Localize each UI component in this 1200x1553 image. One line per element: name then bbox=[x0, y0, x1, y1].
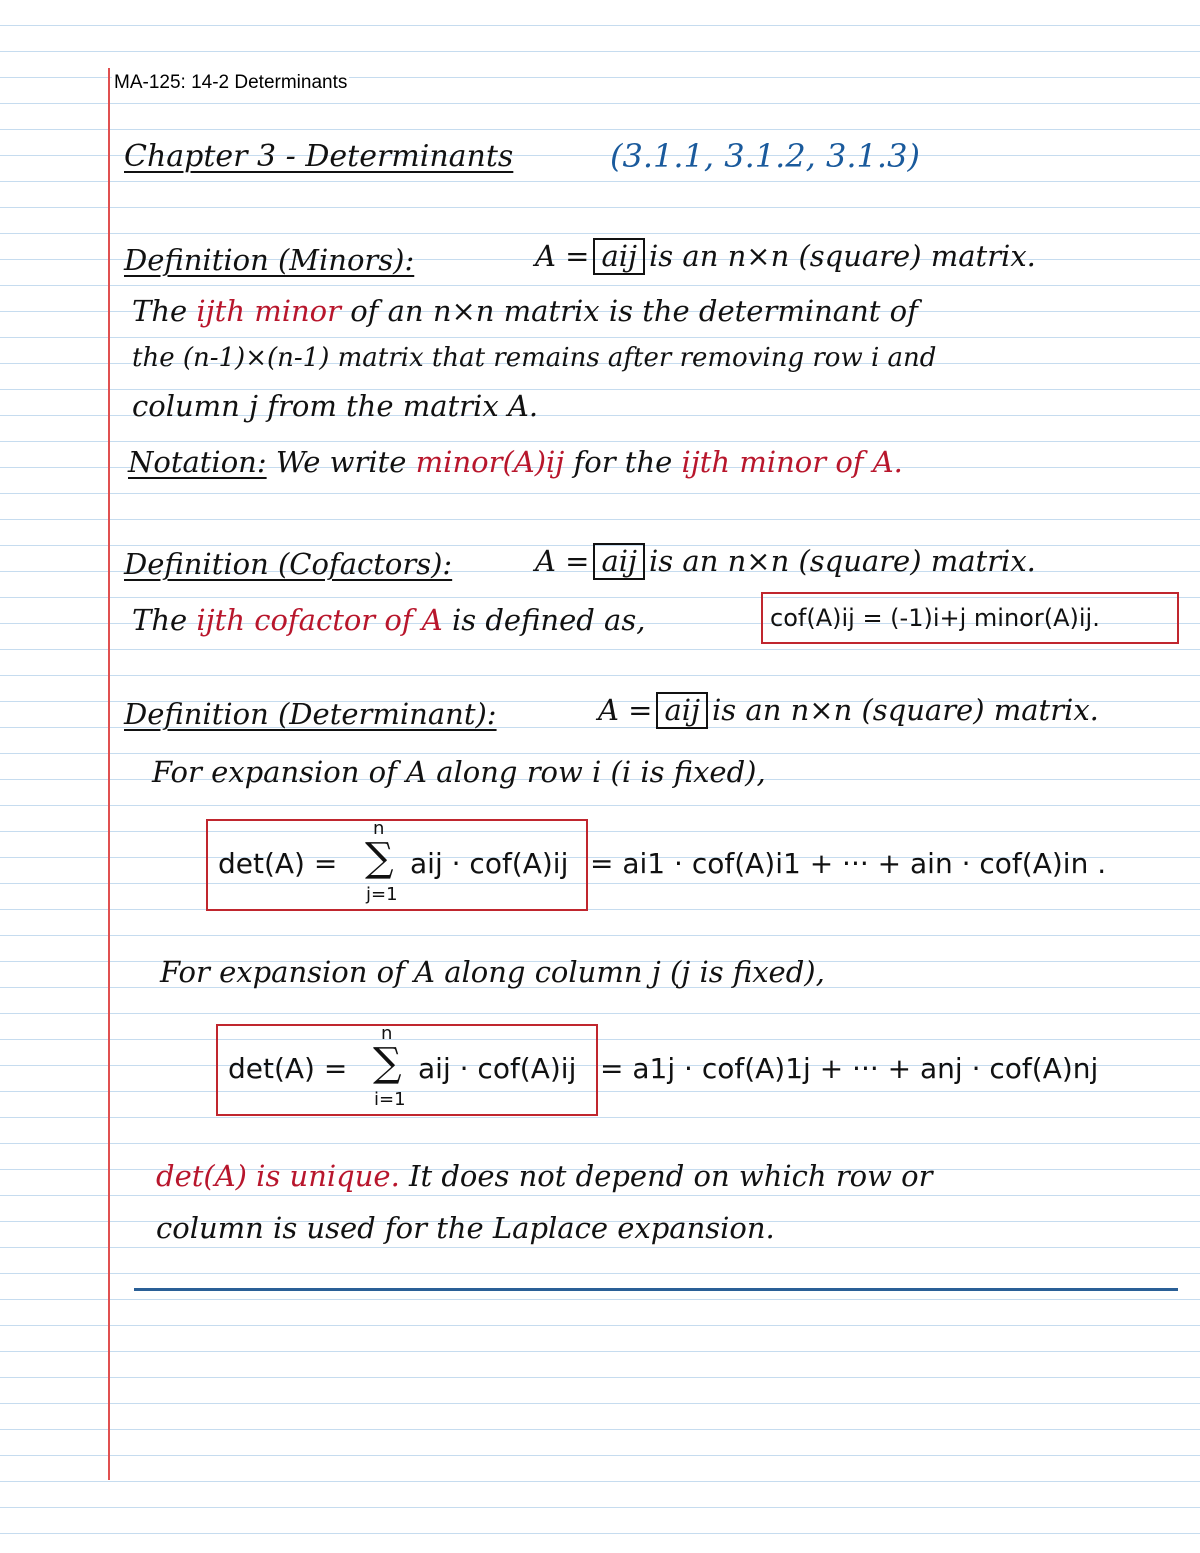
uniqueness-note-text: It does not depend on which row or bbox=[409, 1159, 933, 1193]
column-sum-symbol: ∑ bbox=[373, 1040, 402, 1086]
uniqueness-note-red: det(A) is unique. bbox=[156, 1159, 400, 1193]
minors-line3: column j from the matrix A. bbox=[132, 389, 539, 423]
chapter-sections: (3.1.1, 3.1.2, 3.1.3) bbox=[610, 137, 920, 175]
row-expansion-term: aij · cof(A)ij bbox=[410, 847, 569, 880]
cofactors-matrix-tail: is an n×n (square) matrix. bbox=[649, 544, 1036, 578]
minors-matrix-tail: is an n×n (square) matrix. bbox=[649, 239, 1036, 273]
cofactors-matrix-def bbox=[535, 543, 1036, 580]
minors-matrix-elem: aij bbox=[601, 239, 638, 273]
minors-matrix-a: A = bbox=[535, 239, 590, 273]
column-expansion-intro: For expansion of A along column j (j is fixed), bbox=[160, 955, 825, 989]
chapter-title: Chapter 3 - Determinants bbox=[124, 139, 514, 174]
minors-line1-pre: The bbox=[132, 294, 188, 328]
determinant-matrix-a: A = bbox=[598, 693, 653, 727]
cofactors-line1 bbox=[132, 603, 646, 637]
notation-line bbox=[128, 445, 903, 479]
determinant-heading: Definition (Determinant): bbox=[124, 697, 497, 731]
notation-red-tail: ijth minor of A. bbox=[681, 445, 903, 479]
notation-label: Notation: bbox=[128, 445, 267, 479]
uniqueness-note-line2: column is used for the Laplace expansion. bbox=[156, 1211, 775, 1245]
column-expansion-term: aij · cof(A)ij bbox=[418, 1052, 577, 1085]
page-header: MA-125: 14-2 Determinants bbox=[114, 72, 348, 93]
minors-matrix-def bbox=[535, 238, 1036, 275]
margin-line bbox=[108, 68, 110, 1480]
cofactor-formula: cof(A)ij = (-1)i+j minor(A)ij. bbox=[770, 604, 1100, 632]
column-sum-lower: i=1 bbox=[374, 1089, 406, 1110]
uniqueness-note-line1 bbox=[156, 1159, 933, 1193]
row-sum-symbol: ∑ bbox=[365, 835, 394, 881]
minors-line2: the (n-1)×(n-1) matrix that remains after removing row i and bbox=[132, 343, 937, 373]
column-expansion-rhs: = a1j · cof(A)1j + ··· + anj · cof(A)nj bbox=[600, 1052, 1099, 1085]
minors-heading: Definition (Minors): bbox=[124, 243, 415, 277]
minors-matrix-bracket bbox=[593, 238, 645, 275]
determinant-matrix-elem: aij bbox=[664, 693, 701, 727]
determinant-matrix-def bbox=[598, 692, 1099, 729]
notation-expr: minor(A)ij bbox=[415, 445, 565, 479]
column-sum-upper: n bbox=[381, 1023, 393, 1044]
row-sum-upper: n bbox=[373, 818, 385, 839]
determinant-matrix-tail: is an n×n (square) matrix. bbox=[712, 693, 1099, 727]
cofactors-heading: Definition (Cofactors): bbox=[124, 547, 453, 581]
cofactors-line1-pre: The bbox=[132, 603, 188, 637]
row-expansion-lhs: det(A) = bbox=[218, 847, 338, 880]
determinant-matrix-bracket bbox=[656, 692, 708, 729]
notation-mid: for the bbox=[573, 445, 673, 479]
cofactors-matrix-elem: aij bbox=[601, 544, 638, 578]
row-sum-lower: j=1 bbox=[366, 884, 398, 905]
section-divider bbox=[134, 1288, 1178, 1291]
minors-line1-red: ijth minor bbox=[196, 294, 341, 328]
cofactors-line1-post: is defined as, bbox=[451, 603, 646, 637]
minors-line1 bbox=[132, 294, 918, 328]
minors-line1-post: of an n×n matrix is the determinant of bbox=[350, 294, 918, 328]
cofactors-matrix-bracket bbox=[593, 543, 645, 580]
notation-pre: We write bbox=[275, 445, 407, 479]
row-expansion-intro: For expansion of A along row i (i is fixed), bbox=[152, 755, 766, 789]
cofactors-line1-red: ijth cofactor of A bbox=[196, 603, 443, 637]
cofactors-matrix-a: A = bbox=[535, 544, 590, 578]
row-expansion-rhs: = ai1 · cof(A)i1 + ··· + ain · cof(A)in . bbox=[590, 847, 1107, 880]
column-expansion-lhs: det(A) = bbox=[228, 1052, 348, 1085]
